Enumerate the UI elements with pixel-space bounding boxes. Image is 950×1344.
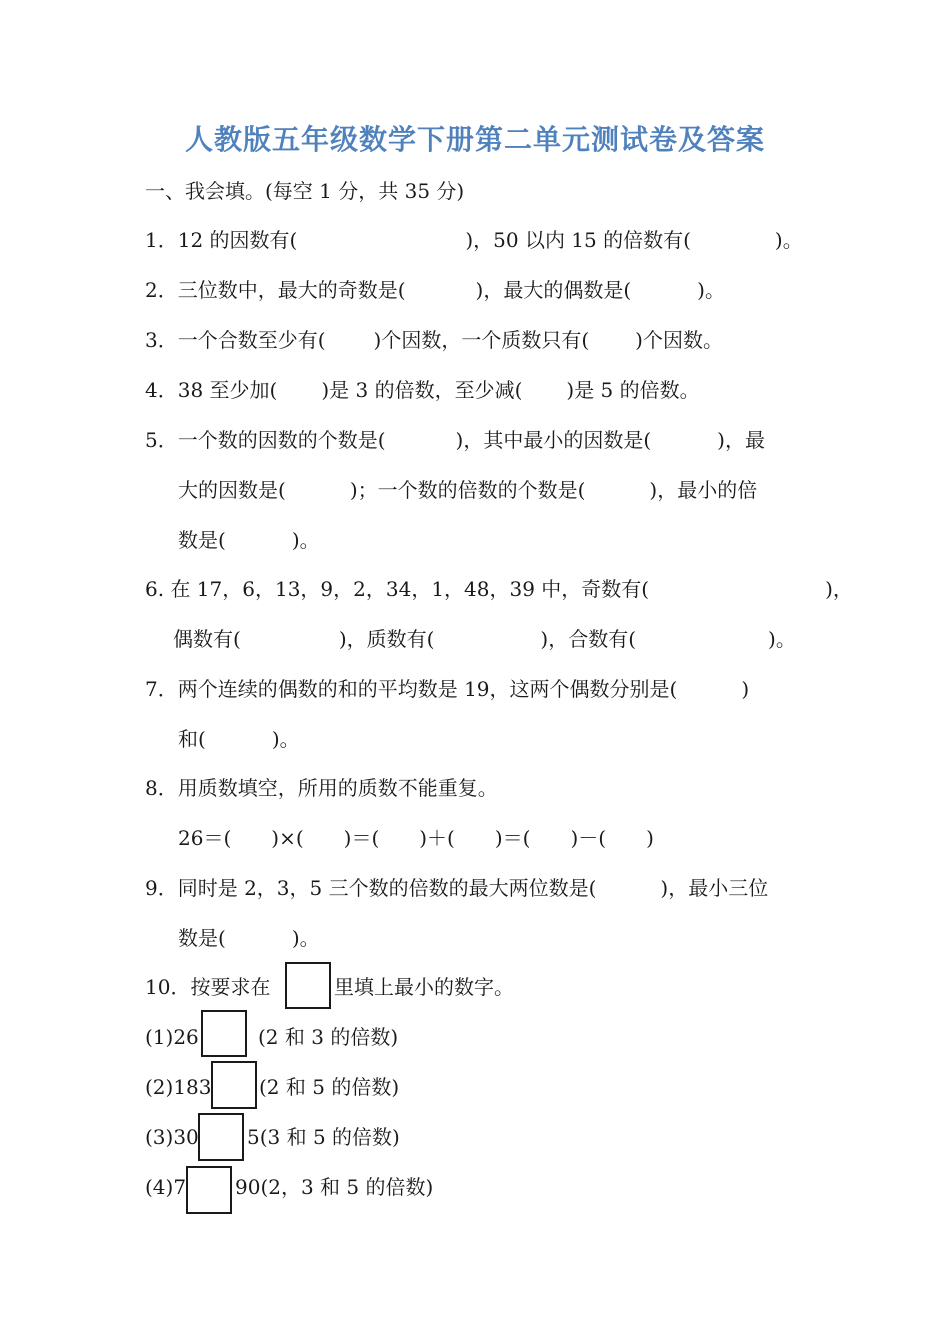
question-10-text-b: 里填上最小的数字。 <box>334 975 514 999</box>
q8-eq-1: 26＝( <box>178 826 232 850</box>
sub-3-hint: 5(3 和 5 的倍数) <box>247 1125 400 1149</box>
question-7-line-1 <box>145 675 749 703</box>
q5-text-2a: 大的因数是( <box>178 478 286 502</box>
sub-2-hint: (2 和 5 的倍数) <box>259 1075 400 1099</box>
q6-text-2b: )，质数有( <box>338 627 435 651</box>
answer-box-1[interactable] <box>201 1010 247 1057</box>
q1-text-b: )，50 以内 15 的倍数有( <box>465 228 691 252</box>
answer-box-4[interactable] <box>186 1166 232 1214</box>
q6-text-2a: 偶数有( <box>173 627 241 651</box>
q7-text-1a: 7．两个连续的偶数的和的平均数是 19，这两个偶数分别是( <box>145 677 678 701</box>
q7-text-2a: 和( <box>178 727 206 751</box>
q7-text-2b: )。 <box>271 727 300 751</box>
q2-text-a: 2．三位数中，最大的奇数是( <box>145 278 406 302</box>
section-heading: 一、我会填。(每空 1 分，共 35 分) <box>145 179 465 203</box>
page-title: 人教版五年级数学下册第二单元测试卷及答案 <box>184 123 765 156</box>
question-1 <box>145 226 803 254</box>
sub-1-label: (1)26 <box>145 1025 199 1049</box>
q8-eq-6: )－( <box>570 826 607 850</box>
q9-text-1a: 9．同时是 2，3，5 三个数的倍数的最大两位数是( <box>145 876 597 900</box>
answer-box-2[interactable] <box>211 1061 257 1109</box>
q3-text-a: 3．一个合数至少有( <box>145 328 326 352</box>
q8-eq-2: )×( <box>271 826 304 850</box>
sub-4-hint: 90(2，3 和 5 的倍数) <box>235 1175 434 1199</box>
question-3 <box>145 326 723 354</box>
q2-text-b: )，最大的偶数是( <box>475 278 632 302</box>
q5-text-3b: )。 <box>291 528 320 552</box>
q1-text-a: 1．12 的因数有( <box>145 228 298 252</box>
question-10-text-a: 10．按要求在 <box>145 975 271 999</box>
question-6-line-1 <box>145 575 853 603</box>
question-9-line-1 <box>145 874 768 902</box>
q4-text-b: )是 3 的倍数，至少减( <box>321 378 523 402</box>
sub-2-label: (2)183 <box>145 1075 212 1099</box>
q6-text-2d: )。 <box>768 627 796 651</box>
q8-eq-4: )＋( <box>419 826 455 850</box>
q5-text-2c: )，最小的倍 <box>649 478 758 502</box>
q6-text-2c: )，合数有( <box>540 627 637 651</box>
question-7-line-2 <box>178 725 300 753</box>
q8-eq-3: )＝( <box>343 826 380 850</box>
q5-text-1a: 5．一个数的因数的个数是( <box>145 428 386 452</box>
q4-text-c: )是 5 的倍数。 <box>566 378 700 402</box>
question-8-equation <box>178 824 654 852</box>
q6-text-1a: 6. 在 17，6，13，9，2，34，1，48，39 中，奇数有( <box>145 577 650 601</box>
q9-text-2a: 数是( <box>178 926 226 950</box>
q5-text-3a: 数是( <box>178 528 226 552</box>
q5-text-2b: )；一个数的倍数的个数是( <box>349 478 586 502</box>
question-5-line-2 <box>178 476 757 504</box>
q8-eq-5: )＝( <box>494 826 531 850</box>
q3-text-b: )个因数，一个质数只有( <box>373 328 590 352</box>
q5-text-1c: )，最 <box>717 428 765 452</box>
answer-box-3[interactable] <box>198 1113 244 1161</box>
q4-text-a: 4．38 至少加( <box>145 378 278 402</box>
answer-box-example <box>285 962 331 1009</box>
sub-4-label: (4)7 <box>145 1175 187 1199</box>
question-5-line-1 <box>145 426 765 454</box>
question-2 <box>145 276 725 304</box>
q7-text-1b: ) <box>741 677 750 701</box>
q1-text-c: )。 <box>774 228 803 252</box>
q9-text-2b: )。 <box>291 926 320 950</box>
question-6-line-2 <box>173 625 796 653</box>
question-8-line-1: 8．用质数填空，所用的质数不能重复。 <box>145 776 498 800</box>
question-4 <box>145 376 700 404</box>
sub-3-label: (3)30 <box>145 1125 199 1149</box>
question-9-line-2 <box>178 924 320 952</box>
q5-text-1b: )，其中最小的因数是( <box>455 428 652 452</box>
sub-1-hint: (2 和 3 的倍数) <box>258 1025 399 1049</box>
q2-text-c: )。 <box>697 278 725 302</box>
question-5-line-3 <box>178 526 320 554</box>
q9-text-1b: )，最小三位 <box>660 876 769 900</box>
q6-text-1b: )， <box>825 577 853 601</box>
q8-eq-7: ) <box>646 826 654 850</box>
q3-text-c: )个因数。 <box>635 328 723 352</box>
